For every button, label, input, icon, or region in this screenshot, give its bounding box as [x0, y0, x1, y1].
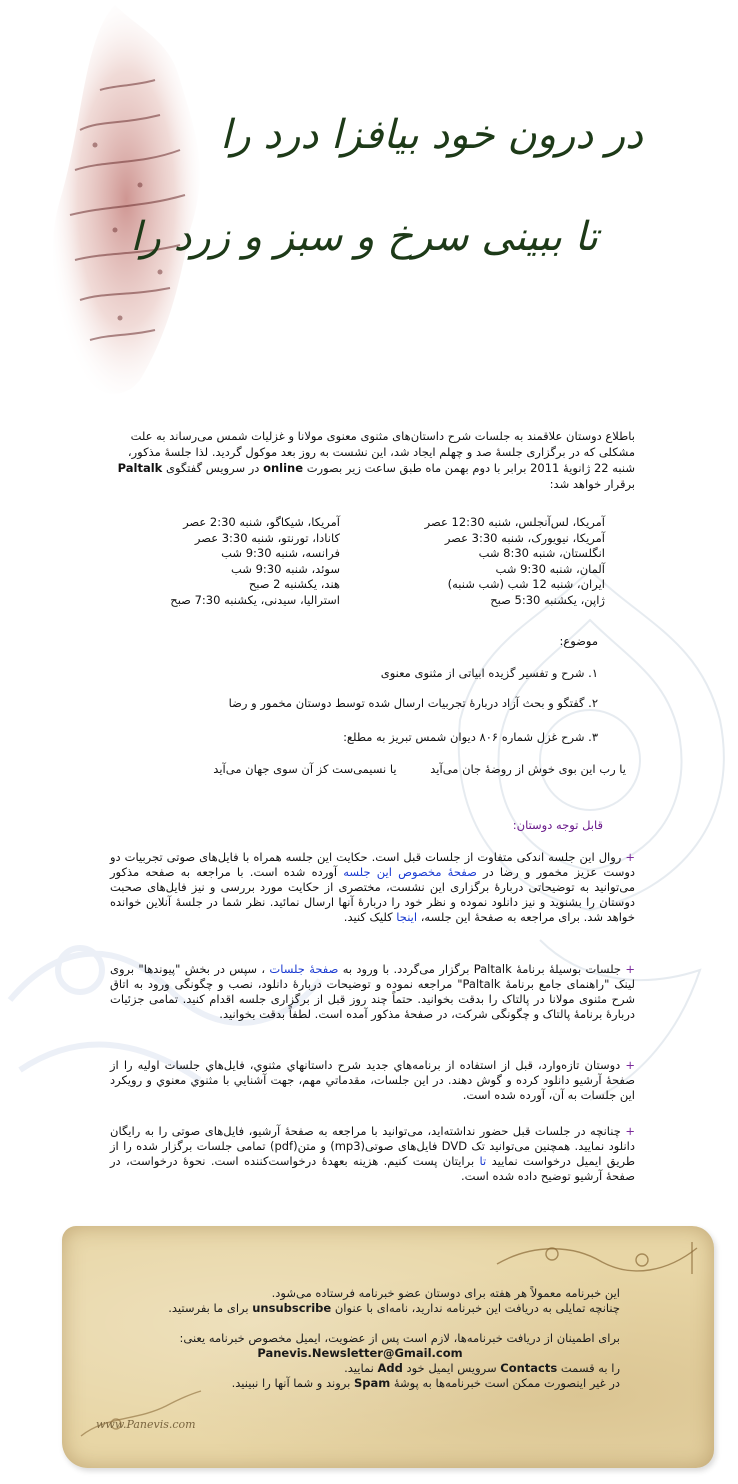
- ghazal-verse: [213, 762, 626, 776]
- footer-line-3: برای اطمینان از دریافت خبرنامه‌ها، لازم است پس از عضویت، ایمیل مخصوص خبرنامه یعنی:: [179, 1331, 620, 1345]
- footer-text: [100, 1286, 620, 1391]
- footer-text-part: چنانچه تمایلی به دریافت این خبرنامه ندارید، نامه‌ای با عنوان: [334, 1301, 620, 1315]
- spacer: [100, 1316, 620, 1331]
- footer-text-part: را به قسمت: [560, 1361, 620, 1375]
- topic-item-1: ۱. شرح و تفسیر گزیده ابیاتی از مثنوی معنوی: [380, 666, 598, 680]
- topics-title: موضوع:: [559, 634, 598, 648]
- schedule-cell: هند، یکشنبه 2 صبح: [248, 577, 340, 591]
- paragraph-text: چنانچه در جلسات قبل حضور نداشته‌اید، می‌توانید با مراجعه به صفحهٔ آرشیو، فایل‌های صوتی را به رایگان دانلود نمایید. همچنین می‌توانید تک DVD فایل‌های صوتی(mp3) و متن(pdf) تمامی جلسات برگزار شده را از طریق ایمیل درخواست نمایید: [110, 1124, 636, 1168]
- notice-paragraph-1: [110, 850, 635, 925]
- schedule-row: [120, 593, 605, 609]
- notice-paragraph-2: [110, 962, 635, 1022]
- footer-line-2: [100, 1301, 620, 1316]
- intro-paragraph: [110, 428, 635, 492]
- footer-line-5: [100, 1376, 620, 1391]
- topic-item-3: ۳. شرح غزل شماره ۸۰۶ دیوان شمس تبریز به مطلع:: [343, 730, 598, 744]
- intro-text: باطلاع دوستان علاقمند به جلسات شرح داستان‌های مثنوی معنوی مولانا و غزلیات شمس می‌رساند به علت مشکلی که در برگزاری جلسهٔ صد و چهلم ایجاد شد، این نشست به روز بعد موکول گردید. لذا جلسهٔ مذکور، شنبه 22 ژانویهٔ 2011 برابر با دوم بهمن ماه طبق ساعت زیر بصورت: [127, 429, 635, 475]
- plus-icon: +: [625, 850, 636, 864]
- paragraph-text: برایتان پست کنیم. هزینه بعهدهٔ درخواست‌کننده است. نحوهٔ درخواست، در صفحهٔ آرشیو توضیح داده شده است.: [110, 1154, 635, 1183]
- schedule-row: [120, 562, 605, 578]
- schedule-table: [120, 515, 605, 608]
- schedule-cell: آمریکا، لس‌آنجلس، شنبه 12:30 عصر: [424, 515, 605, 529]
- footer-line-4: [100, 1361, 620, 1376]
- footer-line-1: این خبرنامه معمولاً هر هفته برای دوستان عضو خبرنامه فرستاده می‌شود.: [271, 1286, 620, 1300]
- schedule-cell: فرانسه، شنبه 9:30 شب: [221, 546, 340, 560]
- contacts-label: Contacts: [500, 1361, 558, 1375]
- schedule-cell: انگلستان، شنبه 8:30 شب: [478, 546, 605, 560]
- schedule-cell: ایران، شنبه 12 شب (شب شنبه): [447, 577, 605, 591]
- paragraph-text: ، سپس در بخش "پیوندها" بروی لینک "راهنمای جامع برنامهٔ Paltalk" مراجعه نموده و توضیحات دربارهٔ دانلود، نصب و چگونگی ورود به اتاق شرح مثنوی مولانا در پالتاک را بدقت بخوانید. حتماً چند روز قبل از برگزاری جلسه اقدام کنید. تمامی جزئیات دربارهٔ برنامهٔ پالتاک و چگونگی شرکت، در صفحهٔ مذکور آمده است. لطفاً بدقت بخوانید.: [110, 962, 635, 1021]
- verse-hemistich-2: یا نسیمی‌ست کز آن سوی جهان می‌آید: [213, 762, 397, 776]
- corner-ornament-icon: [492, 1234, 702, 1278]
- paragraph-text: روال این جلسه اندکی متفاوت از جلسات قبل است. حکایت این جلسه همراه با فایل‌های صوتی تجربیات دو دوست عزیز مخمور و رضا در: [110, 850, 636, 879]
- intro-middle-text: در سرویس گفتگوی: [165, 461, 260, 475]
- request-link[interactable]: تا: [479, 1154, 487, 1168]
- spam-label: Spam: [353, 1376, 391, 1390]
- newsletter-email-link[interactable]: Panevis.Newsletter@Gmail.com: [257, 1346, 463, 1360]
- notice-title: قابل توجه دوستان:: [512, 818, 603, 832]
- schedule-cell: ژاپن، یکشنبه 5:30 صبح: [490, 592, 605, 607]
- notice-paragraph-3: [110, 1058, 635, 1103]
- schedule-row: [120, 577, 605, 593]
- footer-text-part: در غیر اینصورت ممکن است خبرنامه‌ها به پوشهٔ: [393, 1376, 620, 1390]
- website-link[interactable]: www.Panevis.com: [96, 1418, 196, 1431]
- paragraph-text: آورده شده است. با مراجعه به صفحه مذکور می‌توانید به توضیحاتی دربارهٔ برگزاری این نشست، مختصری از حکایت مورد بررسی و نیز فایل‌های صحبت دوستان را بشنوید و نیز دانلود نموده و نظر خود را دربارهٔ آنها ارسال نمائید. نظر شما در جلسهٔ آنلاین خوانده خواهد شد. برای مراجعه به صفحهٔ این جلسه،: [110, 865, 635, 924]
- intro-end-text: برقرار خواهد شد:: [549, 477, 635, 491]
- footer-text-part: برای ما بفرستید.: [168, 1301, 249, 1315]
- unsubscribe-label: unsubscribe: [252, 1301, 332, 1315]
- corner-ornament-left-icon: [76, 1386, 206, 1446]
- schedule-row: [120, 531, 605, 547]
- verse-hemistich-1: یا رب این بوی خوش از روضهٔ جان می‌آید: [430, 762, 626, 776]
- schedule-cell: استرالیا، سیدنی، یکشنبه 7:30 صبح: [170, 592, 340, 607]
- here-link[interactable]: اینجا: [396, 910, 418, 924]
- paragraph-text: دوستان تازه‌وارد، قبل از استفاده از برنامه‌هاي جديد شرح داستانهاي مثنوي، فايل‌هاي جلسات اوليه را از صفحهٔ آرشيو دانلود کرده و گوش دهند. در اين جلسات، مقدماتي مهم، جهت آشنايي با مثنوي معنوي و رويکرد اين جلسات به آن، آورده شده است.: [110, 1058, 635, 1102]
- schedule-row: [120, 515, 605, 531]
- footer-text-part: نمایید.: [344, 1361, 374, 1375]
- schedule-cell: آمریکا، شیکاگو، شنبه 2:30 عصر: [183, 515, 340, 529]
- poem-line-1: در درون خود بیافزا درد را: [220, 112, 643, 158]
- schedule-cell: آلمان، شنبه 9:30 شب: [495, 561, 605, 576]
- online-label: online: [263, 461, 304, 475]
- sessions-page-link[interactable]: صفحهٔ جلسات: [269, 962, 339, 976]
- add-label: Add: [377, 1361, 403, 1375]
- notice-paragraph-4: [110, 1124, 635, 1184]
- schedule-cell: کانادا، تورنتو، شنبه 3:30 عصر: [194, 530, 340, 545]
- footer-text-part: بروند و شما آنها را نبینید.: [231, 1376, 351, 1390]
- calligraphy-art-image: [20, 0, 230, 410]
- footer-text-part: سرویس ایمیل خود: [406, 1361, 497, 1375]
- plus-icon: +: [625, 1058, 636, 1072]
- plus-icon: +: [625, 1124, 635, 1138]
- topic-item-2: ۲. گفتگو و بحث آزاد دربارهٔ تجربیات ارسال شده توسط دوستان مخمور و رضا: [228, 696, 598, 710]
- session-page-link[interactable]: صفحهٔ مخصوص این جلسه: [343, 865, 477, 879]
- poem-line-2: تا ببینی سرخ و سبز و زرد را: [130, 214, 598, 260]
- schedule-cell: آمریکا، نیویورک، شنبه 3:30 عصر: [444, 530, 605, 545]
- paltalk-label: Paltalk: [117, 461, 163, 475]
- schedule-cell: سوئد، شنبه 9:30 شب: [231, 561, 340, 576]
- paragraph-text: کلیک کنید.: [343, 910, 393, 924]
- paragraph-text: جلسات بوسیلهٔ برنامهٔ Paltalk برگزار می‌گردد. با ورود به: [342, 962, 622, 976]
- schedule-row: [120, 546, 605, 562]
- plus-icon: +: [625, 962, 635, 976]
